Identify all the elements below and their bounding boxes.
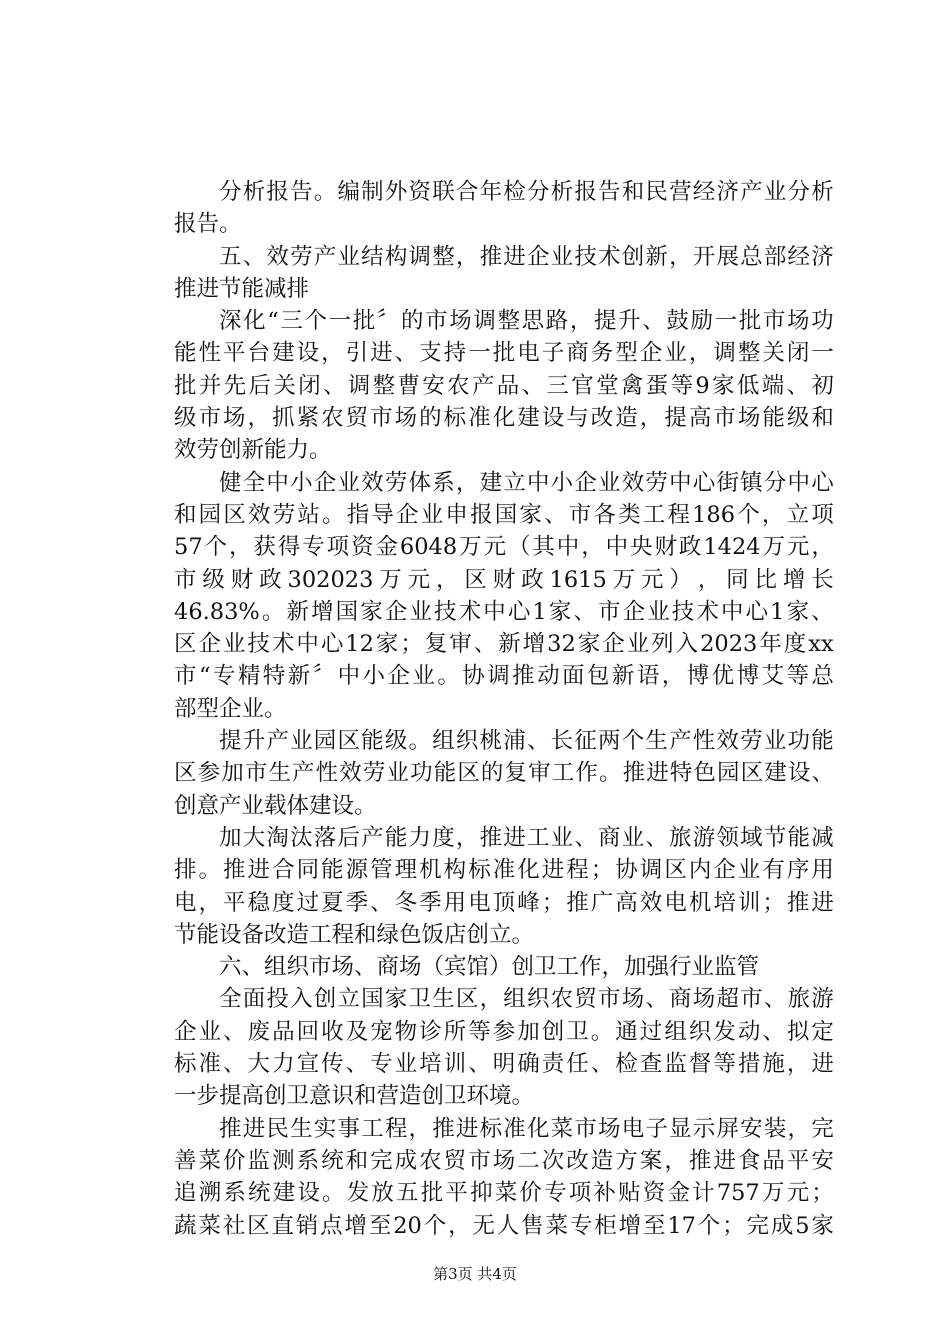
text-line: 电 ， 平 稳 度 过 夏 季 、 冬 季 用 电 顶 峰 ； 推 广 高 效 电 机 培 训 ； 推 进 (174, 889, 834, 916)
text-line: 报告。 (174, 211, 242, 238)
text-line: 五 、 效 劳 产 业 结 构 调 整 ， 推 进 企 业 技 术 创 新 ， 开 展 总 部 经 济 (219, 243, 834, 270)
text-line: 市 级 财 政 302023 万 元 ， 区 财 政 1615 万 元 ） ， 同 比 增 长 (174, 566, 834, 593)
text-line: 区 企 业 技 术 中 心 12 家 ； 复 审 、 新 增 32 家 企 业 列 入 2023 年 度 xx (174, 631, 834, 658)
text-line: 蔬 菜 社 区 直 销 点 增 至 20 个 ， 无 人 售 菜 专 柜 增 至 17 个 ； 完 成 5 家 (174, 1212, 834, 1239)
text-line: 标 准 、 大 力 宣 传 、 专 业 培 训 、 明 确 责 任 、 检 查 监 督 等 措 施 ， 进 (174, 1051, 834, 1078)
text-line: 级 市 场 ， 抓 紧 农 贸 市 场 的 标 准 化 建 设 与 改 造 ， 提 高 市 场 能 级 和 (174, 405, 834, 432)
text-line: 46.83% 。 新 增 国 家 企 业 技 术 中 心 1 家 、 市 企 业 技 术 中 心 1 家 、 (174, 598, 834, 625)
text-line: 排 。 推 进 合 同 能 源 管 理 机 构 标 准 化 进 程 ； 协 调 区 内 企 业 有 序 用 (174, 857, 834, 884)
text-line: 和 园 区 效 劳 站 。 指 导 企 业 申 报 国 家 、 市 各 类 工 程 186 个 ， 立 项 (174, 501, 834, 528)
text-line: 创意产业载体建设。 (174, 792, 377, 819)
text-line: 健 全 中 小 企 业 效 劳 体 系 ， 建 立 中 小 企 业 效 劳 中 心 街 镇 分 中 心 (219, 469, 834, 496)
text-line: 市 “ 专 精 特 新 〞 中 小 企 业 。 协 调 推 动 面 包 新 语 ， 博 优 博 艾 等 总 (174, 663, 834, 690)
text-line: 追 溯 系 统 建 设 。 发 放 五 批 平 抑 菜 价 专 项 补 贴 资 金 计 757 万 元 ； (174, 1180, 834, 1207)
text-line: 推 进 民 生 实 事 工 程 ， 推 进 标 准 化 菜 市 场 电 子 显 示 屏 安 装 ， 完 (219, 1115, 834, 1142)
text-line: 能 性 平 台 建 设 ， 引 进 、 支 持 一 批 电 子 商 务 型 企 业 ， 调 整 关 闭 一 (174, 340, 834, 367)
text-line: 57 个 ， 获 得 专 项 资 金 6048 万 元 （ 其 中 ， 中 央 财 政 1424 万 元 ， (174, 534, 834, 561)
text-line: 企 业 、 废 品 回 收 及 宠 物 诊 所 等 参 加 创 卫 。 通 过 组 织 发 动 、 拟 定 (174, 1018, 834, 1045)
text-line: 六、组织市场、商场（宾馆）创卫工作，加强行业监管 (219, 954, 760, 981)
text-line: 深 化 “ 三 个 一 批 〞 的 市 场 调 整 思 路 ， 提 升 、 鼓 励 一 批 市 场 功 (219, 308, 834, 335)
text-line: 批 并 先 后 关 闭 、 调 整 曹 安 农 产 品 、 三 官 堂 禽 蛋 等 9 家 低 端 、 初 (174, 372, 834, 399)
text-line: 善 菜 价 监 测 系 统 和 完 成 农 贸 市 场 二 次 改 造 方 案 ， 推 进 食 品 平 安 (174, 1147, 834, 1174)
text-line: 一步提高创卫意识和营造创卫环境。 (174, 1083, 535, 1110)
text-line: 推进节能减排 (174, 275, 310, 302)
text-line: 部型企业。 (174, 695, 287, 722)
text-line: 区 参 加 市 生 产 性 效 劳 业 功 能 区 的 复 审 工 作 。 推 进 特 色 园 区 建 设 、 (174, 760, 834, 787)
text-line: 节能设备改造工程和绿色饭店创立。 (174, 921, 535, 948)
text-line: 提 升 产 业 园 区 能 级 。 组 织 桃 浦 、 长 征 两 个 生 产 性 效 劳 业 功 能 (219, 728, 834, 755)
document-body (174, 176, 834, 1242)
text-line: 分 析 报 告 。 编 制 外 资 联 合 年 检 分 析 报 告 和 民 营 经 济 产 业 分 析 (219, 179, 834, 205)
text-line: 加 大 淘 汰 落 后 产 能 力 度 ， 推 进 工 业 、 商 业 、 旅 游 领 域 节 能 减 (219, 824, 834, 851)
text-line: 效劳创新能力。 (174, 437, 332, 464)
page-footer: 第3页 共4页 (433, 1265, 517, 1283)
text-line: 全 面 投 入 创 立 国 家 卫 生 区 ， 组 织 农 贸 市 场 、 商 场 超 市 、 旅 游 (219, 986, 834, 1013)
